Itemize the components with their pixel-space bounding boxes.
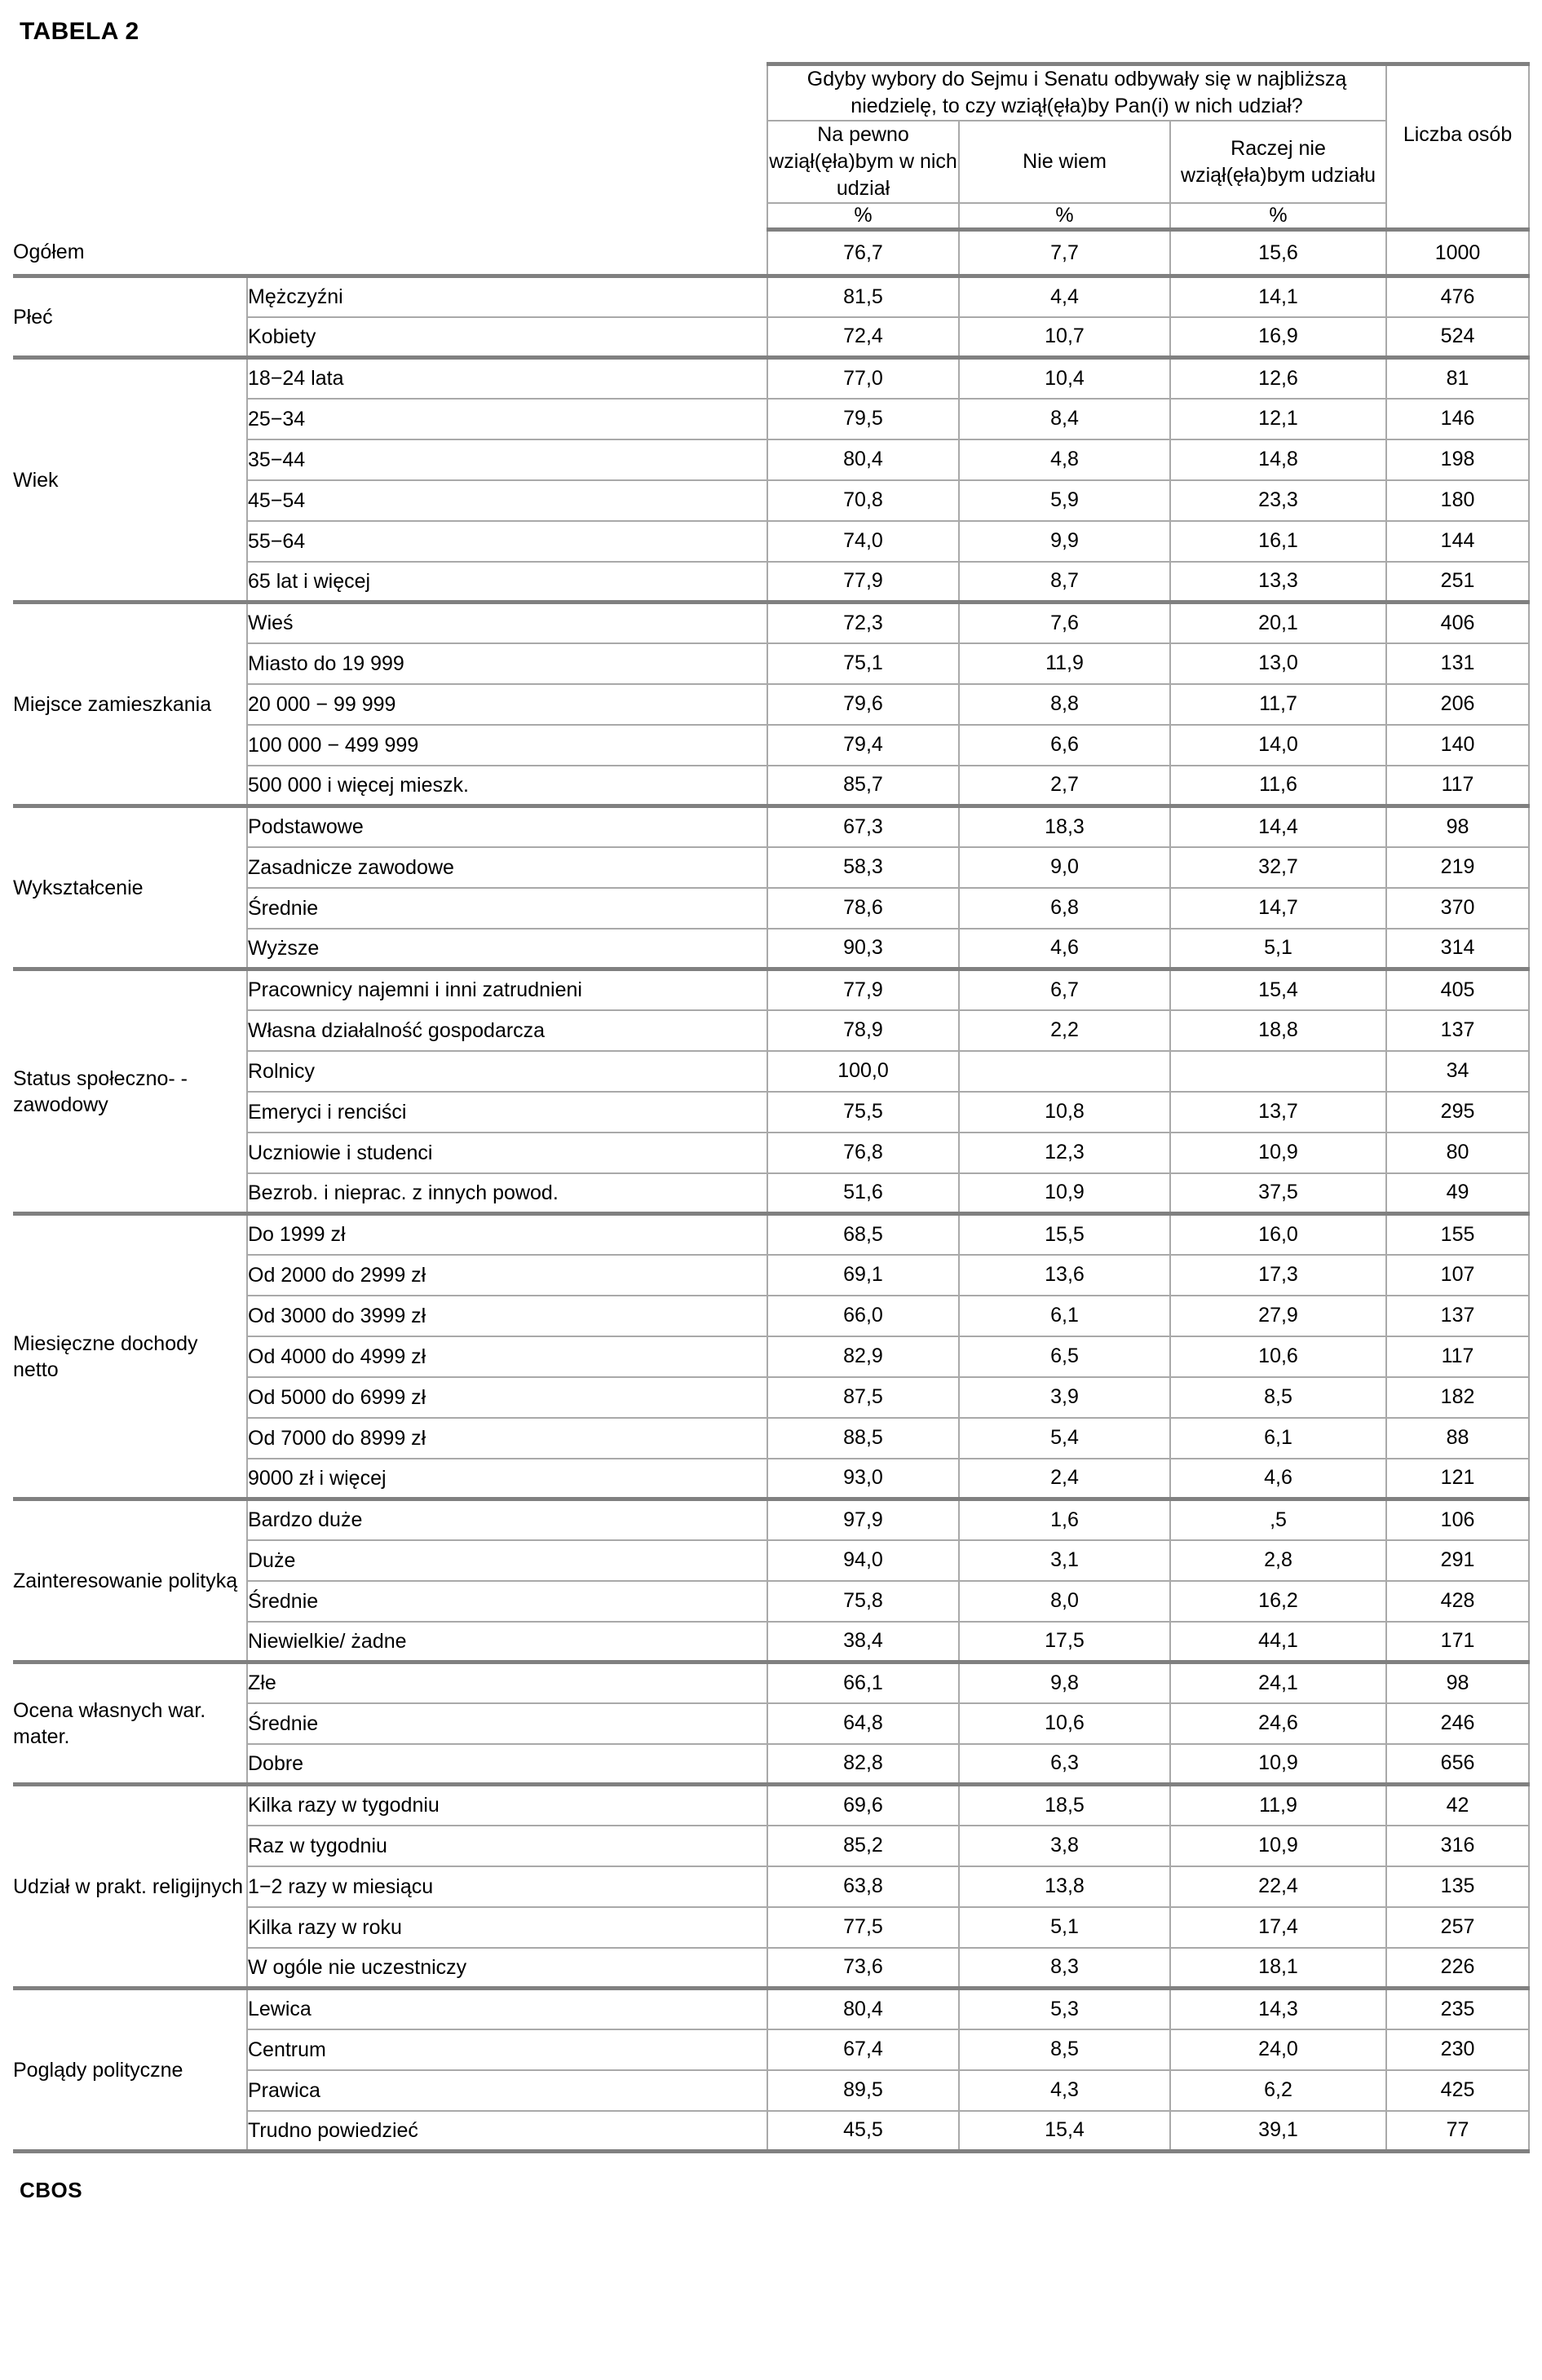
cell-dontknow: 4,3	[959, 2070, 1170, 2111]
cell-dontknow: 8,3	[959, 1948, 1170, 1989]
cell-probably-not: 6,1	[1170, 1418, 1386, 1459]
table-row-total	[13, 230, 1529, 276]
row-sub-label: Kobiety	[247, 317, 767, 358]
row-sub-label: Wyższe	[247, 929, 767, 969]
cell-probably-not: 12,6	[1170, 358, 1386, 399]
cell-definitely: 66,0	[767, 1296, 959, 1336]
cell-dontknow: 2,4	[959, 1459, 1170, 1499]
cell-probably-not: 6,2	[1170, 2070, 1386, 2111]
cell-probably-not: 11,9	[1170, 1785, 1386, 1826]
cell-probably-not: 44,1	[1170, 1622, 1386, 1662]
cell-probably-not: 16,9	[1170, 317, 1386, 358]
cell-count-total: 1000	[1386, 230, 1529, 276]
cell-count: 107	[1386, 1255, 1529, 1296]
cell-dontknow: 6,7	[959, 969, 1170, 1010]
cell-count: 106	[1386, 1499, 1529, 1540]
cell-count: 405	[1386, 969, 1529, 1010]
cell-definitely: 97,9	[767, 1499, 959, 1540]
cell-count: 117	[1386, 1336, 1529, 1377]
cell-dontknow: 7,6	[959, 603, 1170, 643]
source-footer: CBOS	[20, 2178, 83, 2202]
cell-count: 246	[1386, 1703, 1529, 1744]
cell-definitely: 79,5	[767, 399, 959, 439]
row-sub-label: Własna działalność gospodarcza	[247, 1010, 767, 1051]
cell-count: 524	[1386, 317, 1529, 358]
header-unit-pct-3: %	[1170, 203, 1386, 230]
row-sub-label: Centrum	[247, 2029, 767, 2070]
row-sub-label: Niewielkie/ żadne	[247, 1622, 767, 1662]
cell-dontknow: 8,0	[959, 1581, 1170, 1622]
cell-definitely: 93,0	[767, 1459, 959, 1499]
cell-dontknow: 6,6	[959, 725, 1170, 766]
cell-count: 88	[1386, 1418, 1529, 1459]
header-count-label: Liczba osób	[1386, 64, 1529, 204]
row-group-label: Miesięczne dochody netto	[13, 1214, 247, 1499]
row-sub-label: Prawica	[247, 2070, 767, 2111]
cell-probably-not: 37,5	[1170, 1173, 1386, 1214]
row-group-label: Ocena własnych war. mater.	[13, 1662, 247, 1785]
table-body	[13, 230, 1529, 2152]
cell-definitely: 75,8	[767, 1581, 959, 1622]
row-sub-label: 25−34	[247, 399, 767, 439]
cell-probably-not: 20,1	[1170, 603, 1386, 643]
table-row	[13, 603, 1529, 643]
cell-probably-not: 32,7	[1170, 847, 1386, 888]
cell-probably-not: 11,7	[1170, 684, 1386, 725]
cell-definitely: 79,6	[767, 684, 959, 725]
row-sub-label: Wieś	[247, 603, 767, 643]
row-group-label: Płeć	[13, 276, 247, 358]
cell-count: 131	[1386, 643, 1529, 684]
cell-probably-not: 10,6	[1170, 1336, 1386, 1377]
cell-definitely: 70,8	[767, 480, 959, 521]
cell-definitely: 75,1	[767, 643, 959, 684]
row-sub-label: Złe	[247, 1662, 767, 1703]
cell-definitely: 72,3	[767, 603, 959, 643]
cell-count: 121	[1386, 1459, 1529, 1499]
row-group-label: Udział w prakt. religijnych	[13, 1785, 247, 1989]
cell-dontknow: 4,8	[959, 439, 1170, 480]
row-sub-label: Mężczyźni	[247, 276, 767, 317]
cell-dontknow: 3,9	[959, 1377, 1170, 1418]
header-unit-pct-2: %	[959, 203, 1170, 230]
cell-count: 206	[1386, 684, 1529, 725]
cell-probably-not: 13,7	[1170, 1092, 1386, 1133]
cell-dontknow: 9,8	[959, 1662, 1170, 1703]
cell-definitely: 38,4	[767, 1622, 959, 1662]
cell-probably-not: 24,0	[1170, 2029, 1386, 2070]
cell-definitely: 68,5	[767, 1214, 959, 1255]
cell-count: 80	[1386, 1133, 1529, 1173]
cell-dontknow: 10,7	[959, 317, 1170, 358]
cell-dontknow: 8,8	[959, 684, 1170, 725]
row-sub-label: Kilka razy w tygodniu	[247, 1785, 767, 1826]
row-sub-label: Uczniowie i studenci	[247, 1133, 767, 1173]
cell-probably-not: 10,9	[1170, 1744, 1386, 1785]
cell-definitely: 82,9	[767, 1336, 959, 1377]
cell-definitely: 78,9	[767, 1010, 959, 1051]
row-sub-label: Bardzo duże	[247, 1499, 767, 1540]
row-sub-label: Od 5000 do 6999 zł	[247, 1377, 767, 1418]
row-sub-label: Podstawowe	[247, 806, 767, 847]
cell-dontknow: 2,7	[959, 766, 1170, 806]
cell-probably-not: 17,3	[1170, 1255, 1386, 1296]
row-sub-label: Pracownicy najemni i inni zatrudnieni	[247, 969, 767, 1010]
cell-probably-not: 39,1	[1170, 2111, 1386, 2152]
cell-count: 81	[1386, 358, 1529, 399]
cell-definitely: 74,0	[767, 521, 959, 562]
cell-count: 257	[1386, 1907, 1529, 1948]
cell-definitely: 72,4	[767, 317, 959, 358]
cell-count: 42	[1386, 1785, 1529, 1826]
row-sub-label: Od 3000 do 3999 zł	[247, 1296, 767, 1336]
cell-definitely: 78,6	[767, 888, 959, 929]
table-row	[13, 1785, 1529, 1826]
cell-probably-not: 10,9	[1170, 1826, 1386, 1866]
cell-definitely: 66,1	[767, 1662, 959, 1703]
header-option-dontknow: Nie wiem	[959, 121, 1170, 203]
cell-dontknow: 6,5	[959, 1336, 1170, 1377]
row-group-label-total: Ogółem	[13, 230, 767, 276]
row-sub-label: 35−44	[247, 439, 767, 480]
row-group-label: Miejsce zamieszkania	[13, 603, 247, 806]
table-row	[13, 969, 1529, 1010]
cell-count: 656	[1386, 1744, 1529, 1785]
cell-dontknow: 10,8	[959, 1092, 1170, 1133]
row-sub-label: 18−24 lata	[247, 358, 767, 399]
table-row	[13, 1662, 1529, 1703]
cell-dontknow: 8,7	[959, 562, 1170, 603]
cell-dontknow: 18,5	[959, 1785, 1170, 1826]
cell-count: 180	[1386, 480, 1529, 521]
cell-count: 182	[1386, 1377, 1529, 1418]
cell-probably-not: ,5	[1170, 1499, 1386, 1540]
row-sub-label: Dobre	[247, 1744, 767, 1785]
cell-count: 140	[1386, 725, 1529, 766]
cell-dontknow: 15,4	[959, 2111, 1170, 2152]
table-row	[13, 1989, 1529, 2029]
cell-probably-not-total: 15,6	[1170, 230, 1386, 276]
cell-dontknow: 8,5	[959, 2029, 1170, 2070]
cell-count: 226	[1386, 1948, 1529, 1989]
cell-dontknow: 6,8	[959, 888, 1170, 929]
row-sub-label: W ogóle nie uczestniczy	[247, 1948, 767, 1989]
header-corner-blank	[13, 64, 767, 230]
cell-count: 98	[1386, 1662, 1529, 1703]
cell-count: 171	[1386, 1622, 1529, 1662]
cell-definitely: 75,5	[767, 1092, 959, 1133]
row-sub-label: Zasadnicze zawodowe	[247, 847, 767, 888]
row-group-label: Status społeczno- -zawodowy	[13, 969, 247, 1214]
cell-probably-not: 15,4	[1170, 969, 1386, 1010]
cell-definitely: 73,6	[767, 1948, 959, 1989]
cell-probably-not: 16,1	[1170, 521, 1386, 562]
cell-probably-not: 2,8	[1170, 1540, 1386, 1581]
cell-definitely: 45,5	[767, 2111, 959, 2152]
cell-probably-not: 17,4	[1170, 1907, 1386, 1948]
table-row	[13, 276, 1529, 317]
cell-count: 144	[1386, 521, 1529, 562]
cell-count: 316	[1386, 1826, 1529, 1866]
cell-probably-not: 18,1	[1170, 1948, 1386, 1989]
cell-probably-not	[1170, 1051, 1386, 1092]
cell-count: 155	[1386, 1214, 1529, 1255]
cell-probably-not: 23,3	[1170, 480, 1386, 521]
cell-definitely: 87,5	[767, 1377, 959, 1418]
cell-dontknow: 5,3	[959, 1989, 1170, 2029]
row-sub-label: 65 lat i więcej	[247, 562, 767, 603]
cell-count: 291	[1386, 1540, 1529, 1581]
row-sub-label: 9000 zł i więcej	[247, 1459, 767, 1499]
cell-definitely: 94,0	[767, 1540, 959, 1581]
cell-count: 230	[1386, 2029, 1529, 2070]
cell-count: 251	[1386, 562, 1529, 603]
cell-probably-not: 5,1	[1170, 929, 1386, 969]
row-sub-label: 55−64	[247, 521, 767, 562]
cell-count: 137	[1386, 1296, 1529, 1336]
row-sub-label: Średnie	[247, 1581, 767, 1622]
cell-count: 295	[1386, 1092, 1529, 1133]
header-unit-pct-1: %	[767, 203, 959, 230]
cell-definitely: 85,2	[767, 1826, 959, 1866]
table-row	[13, 806, 1529, 847]
row-sub-label: Od 4000 do 4999 zł	[247, 1336, 767, 1377]
cell-dontknow: 18,3	[959, 806, 1170, 847]
cell-dontknow: 13,8	[959, 1866, 1170, 1907]
row-sub-label: 20 000 − 99 999	[247, 684, 767, 725]
cell-count: 406	[1386, 603, 1529, 643]
cell-definitely: 69,1	[767, 1255, 959, 1296]
header-question-label: Gdyby wybory do Sejmu i Senatu odbywały się w najbliższą niedzielę, to czy wziął(ęła)by Pan(i) w nich udział?	[767, 64, 1386, 121]
cell-count: 77	[1386, 2111, 1529, 2152]
cell-probably-not: 11,6	[1170, 766, 1386, 806]
cell-definitely: 79,4	[767, 725, 959, 766]
row-group-label: Poglądy polityczne	[13, 1989, 247, 2152]
table-row	[13, 1214, 1529, 1255]
table-row	[13, 358, 1529, 399]
cell-definitely: 77,0	[767, 358, 959, 399]
header-count-unit-blank	[1386, 203, 1529, 230]
row-sub-label: Trudno powiedzieć	[247, 2111, 767, 2152]
row-sub-label: Lewica	[247, 1989, 767, 2029]
cell-count: 146	[1386, 399, 1529, 439]
cell-count: 34	[1386, 1051, 1529, 1092]
row-sub-label: Bezrob. i nieprac. z innych powod.	[247, 1173, 767, 1214]
row-sub-label: Od 7000 do 8999 zł	[247, 1418, 767, 1459]
header-option-probably-not: Raczej nie wziął(ęła)bym udziału	[1170, 121, 1386, 203]
cell-dontknow: 13,6	[959, 1255, 1170, 1296]
row-sub-label: 1−2 razy w miesiącu	[247, 1866, 767, 1907]
row-sub-label: 45−54	[247, 480, 767, 521]
cell-count: 98	[1386, 806, 1529, 847]
cell-dontknow: 12,3	[959, 1133, 1170, 1173]
row-sub-label: Raz w tygodniu	[247, 1826, 767, 1866]
cell-count: 135	[1386, 1866, 1529, 1907]
cell-dontknow: 3,8	[959, 1826, 1170, 1866]
cell-probably-not: 13,3	[1170, 562, 1386, 603]
row-sub-label: Rolnicy	[247, 1051, 767, 1092]
cell-dontknow: 17,5	[959, 1622, 1170, 1662]
cell-dontknow-total: 7,7	[959, 230, 1170, 276]
cell-count: 219	[1386, 847, 1529, 888]
cell-definitely: 85,7	[767, 766, 959, 806]
cell-count: 314	[1386, 929, 1529, 969]
row-group-label: Zainteresowanie polityką	[13, 1499, 247, 1662]
cell-count: 49	[1386, 1173, 1529, 1214]
cell-probably-not: 24,6	[1170, 1703, 1386, 1744]
cell-definitely: 89,5	[767, 2070, 959, 2111]
cell-definitely-total: 76,7	[767, 230, 959, 276]
row-sub-label: Do 1999 zł	[247, 1214, 767, 1255]
cell-count: 235	[1386, 1989, 1529, 2029]
cell-definitely: 77,9	[767, 969, 959, 1010]
header-row-question	[13, 64, 1529, 121]
cell-definitely: 90,3	[767, 929, 959, 969]
cell-probably-not: 4,6	[1170, 1459, 1386, 1499]
row-group-label: Wiek	[13, 358, 247, 603]
cell-probably-not: 10,9	[1170, 1133, 1386, 1173]
cell-probably-not: 14,4	[1170, 806, 1386, 847]
cell-dontknow	[959, 1051, 1170, 1092]
cell-definitely: 67,4	[767, 2029, 959, 2070]
cell-dontknow: 10,6	[959, 1703, 1170, 1744]
cell-count: 425	[1386, 2070, 1529, 2111]
cell-probably-not: 14,8	[1170, 439, 1386, 480]
cell-count: 370	[1386, 888, 1529, 929]
survey-breakdown-table	[13, 62, 1530, 2153]
cell-definitely: 63,8	[767, 1866, 959, 1907]
cell-probably-not: 8,5	[1170, 1377, 1386, 1418]
cell-definitely: 100,0	[767, 1051, 959, 1092]
cell-probably-not: 16,2	[1170, 1581, 1386, 1622]
row-sub-label: Średnie	[247, 1703, 767, 1744]
cell-dontknow: 5,4	[959, 1418, 1170, 1459]
row-sub-label: Kilka razy w roku	[247, 1907, 767, 1948]
table-header	[13, 64, 1529, 230]
cell-dontknow: 2,2	[959, 1010, 1170, 1051]
cell-dontknow: 4,6	[959, 929, 1170, 969]
row-sub-label: Od 2000 do 2999 zł	[247, 1255, 767, 1296]
header-option-definitely: Na pewno wziął(ęła)bym w nich udział	[767, 121, 959, 203]
cell-probably-not: 13,0	[1170, 643, 1386, 684]
row-sub-label: Miasto do 19 999	[247, 643, 767, 684]
cell-probably-not: 14,7	[1170, 888, 1386, 929]
cell-probably-not: 18,8	[1170, 1010, 1386, 1051]
cell-probably-not: 14,0	[1170, 725, 1386, 766]
cell-probably-not: 12,1	[1170, 399, 1386, 439]
cell-definitely: 80,4	[767, 1989, 959, 2029]
cell-dontknow: 10,4	[959, 358, 1170, 399]
cell-probably-not: 14,3	[1170, 1989, 1386, 2029]
cell-count: 117	[1386, 766, 1529, 806]
cell-definitely: 69,6	[767, 1785, 959, 1826]
cell-definitely: 81,5	[767, 276, 959, 317]
cell-dontknow: 15,5	[959, 1214, 1170, 1255]
row-sub-label: Średnie	[247, 888, 767, 929]
cell-dontknow: 6,1	[959, 1296, 1170, 1336]
row-sub-label: Duże	[247, 1540, 767, 1581]
cell-probably-not: 22,4	[1170, 1866, 1386, 1907]
cell-definitely: 77,9	[767, 562, 959, 603]
cell-dontknow: 10,9	[959, 1173, 1170, 1214]
cell-dontknow: 3,1	[959, 1540, 1170, 1581]
cell-definitely: 51,6	[767, 1173, 959, 1214]
cell-count: 198	[1386, 439, 1529, 480]
cell-dontknow: 9,9	[959, 521, 1170, 562]
cell-dontknow: 5,1	[959, 1907, 1170, 1948]
cell-count: 428	[1386, 1581, 1529, 1622]
cell-definitely: 64,8	[767, 1703, 959, 1744]
cell-dontknow: 9,0	[959, 847, 1170, 888]
page-title: TABELA 2	[20, 18, 139, 45]
cell-definitely: 88,5	[767, 1418, 959, 1459]
cell-definitely: 77,5	[767, 1907, 959, 1948]
cell-definitely: 82,8	[767, 1744, 959, 1785]
cell-probably-not: 24,1	[1170, 1662, 1386, 1703]
cell-definitely: 67,3	[767, 806, 959, 847]
cell-probably-not: 16,0	[1170, 1214, 1386, 1255]
cell-probably-not: 14,1	[1170, 276, 1386, 317]
cell-definitely: 80,4	[767, 439, 959, 480]
cell-dontknow: 4,4	[959, 276, 1170, 317]
cell-dontknow: 6,3	[959, 1744, 1170, 1785]
cell-dontknow: 5,9	[959, 480, 1170, 521]
cell-definitely: 76,8	[767, 1133, 959, 1173]
cell-definitely: 58,3	[767, 847, 959, 888]
cell-dontknow: 1,6	[959, 1499, 1170, 1540]
row-sub-label: 500 000 i więcej mieszk.	[247, 766, 767, 806]
row-sub-label: Emeryci i renciści	[247, 1092, 767, 1133]
cell-probably-not: 27,9	[1170, 1296, 1386, 1336]
row-group-label: Wykształcenie	[13, 806, 247, 969]
cell-dontknow: 11,9	[959, 643, 1170, 684]
cell-dontknow: 8,4	[959, 399, 1170, 439]
cell-count: 476	[1386, 276, 1529, 317]
table-row	[13, 1499, 1529, 1540]
cell-count: 137	[1386, 1010, 1529, 1051]
row-sub-label: 100 000 − 499 999	[247, 725, 767, 766]
